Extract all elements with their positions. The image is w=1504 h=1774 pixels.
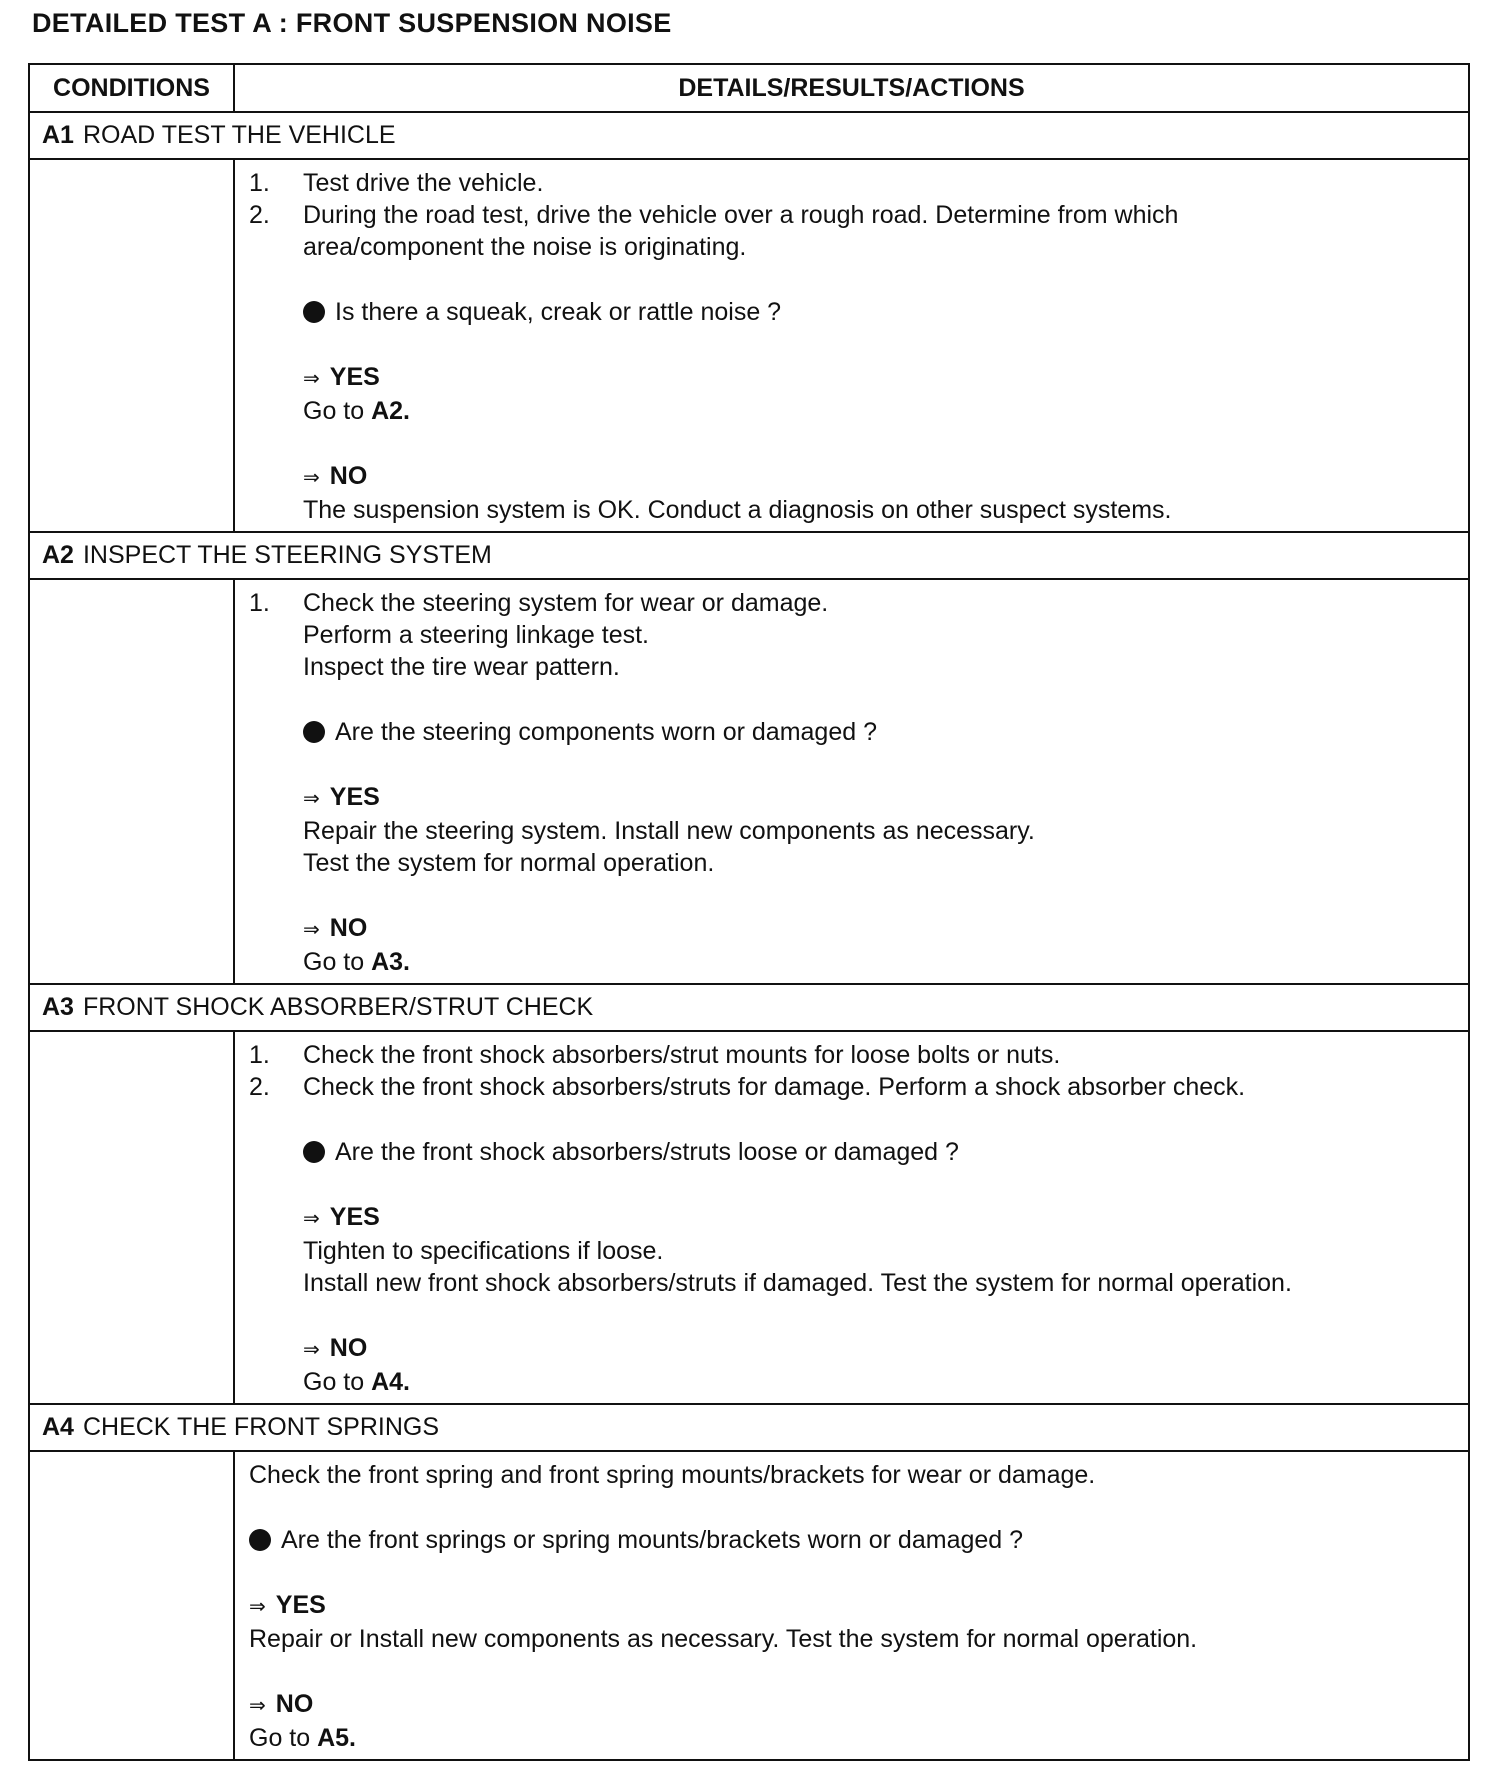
list-text: Test drive the vehicle. bbox=[303, 169, 544, 197]
step-body-a4 bbox=[30, 1452, 1468, 1759]
no-action bbox=[249, 1722, 1454, 1754]
no-label: NO bbox=[275, 1690, 314, 1718]
question-text: Are the front shock absorbers/struts loose or damaged ? bbox=[335, 1138, 959, 1166]
no-action-text: Go to bbox=[303, 1368, 372, 1396]
no-label: NO bbox=[329, 914, 368, 942]
bullet-icon bbox=[303, 721, 325, 743]
no-label: NO bbox=[329, 1334, 368, 1362]
arrow-icon: ⇒ bbox=[303, 1208, 320, 1230]
arrow-icon: ⇒ bbox=[303, 368, 320, 390]
goto-reference: A5. bbox=[317, 1724, 356, 1752]
yes-answer-label bbox=[249, 1201, 1454, 1235]
arrow-icon: ⇒ bbox=[249, 1596, 266, 1618]
step-heading-a3 bbox=[30, 985, 1468, 1032]
list-item bbox=[249, 587, 1454, 619]
step-body-a2 bbox=[30, 580, 1468, 985]
arrow-icon: ⇒ bbox=[249, 1695, 266, 1717]
list-item bbox=[249, 1039, 1454, 1071]
question-text: Are the front springs or spring mounts/brackets worn or damaged ? bbox=[281, 1526, 1024, 1554]
goto-reference: A4. bbox=[371, 1368, 410, 1396]
goto-reference: A2. bbox=[371, 397, 410, 425]
step-body-a1 bbox=[30, 160, 1468, 533]
arrow-icon: ⇒ bbox=[303, 1339, 320, 1361]
details-cell bbox=[235, 160, 1468, 531]
list-text: Check the front shock absorbers/struts for damage. Perform a shock absorber check. bbox=[303, 1073, 1246, 1101]
step-body-a3 bbox=[30, 1032, 1468, 1405]
step-title: FRONT SHOCK ABSORBER/STRUT CHECK bbox=[82, 993, 594, 1021]
list-text-continued: Inspect the tire wear pattern. bbox=[303, 653, 620, 681]
yes-action: Repair the steering system. Install new components as necessary. bbox=[303, 817, 1035, 845]
bullet-icon bbox=[303, 301, 325, 323]
details-cell bbox=[235, 1452, 1468, 1759]
no-action-text: Go to bbox=[303, 948, 372, 976]
yes-label: YES bbox=[329, 783, 380, 811]
list-number: 1. bbox=[249, 169, 270, 197]
question bbox=[249, 1136, 1454, 1168]
step-id: A3 bbox=[42, 993, 74, 1021]
question-text: Is there a squeak, creak or rattle noise ? bbox=[335, 298, 782, 326]
arrow-icon: ⇒ bbox=[303, 467, 320, 489]
conditions-cell bbox=[30, 160, 235, 531]
step-id: A4 bbox=[42, 1413, 74, 1441]
details-cell bbox=[235, 580, 1468, 983]
question-text: Are the steering components worn or damaged ? bbox=[335, 718, 877, 746]
question bbox=[249, 716, 1454, 748]
step-title: ROAD TEST THE VEHICLE bbox=[82, 121, 396, 149]
no-answer-label bbox=[249, 460, 1454, 494]
conditions-cell bbox=[30, 1032, 235, 1403]
arrow-icon: ⇒ bbox=[303, 919, 320, 941]
step-title: INSPECT THE STEERING SYSTEM bbox=[82, 541, 492, 569]
no-action bbox=[249, 946, 1454, 978]
no-action: The suspension system is OK. Conduct a diagnosis on other suspect systems. bbox=[303, 496, 1172, 524]
yes-label: YES bbox=[329, 1203, 380, 1231]
yes-answer-label bbox=[249, 1589, 1454, 1623]
details-cell bbox=[235, 1032, 1468, 1403]
step-id: A1 bbox=[42, 121, 74, 149]
list-item bbox=[249, 167, 1454, 199]
question bbox=[249, 1524, 1454, 1556]
list-text: Check the steering system for wear or damage. bbox=[303, 589, 829, 617]
goto-reference: A3. bbox=[371, 948, 410, 976]
table-header-row bbox=[30, 65, 1468, 113]
bullet-icon bbox=[249, 1529, 271, 1551]
list-number: 1. bbox=[249, 589, 270, 617]
list-item bbox=[249, 1071, 1454, 1103]
list-text: During the road test, drive the vehicle over a rough road. Determine from which bbox=[303, 201, 1179, 229]
yes-label: YES bbox=[275, 1591, 326, 1619]
yes-answer-label bbox=[249, 781, 1454, 815]
list-text-continued: Perform a steering linkage test. bbox=[303, 621, 649, 649]
no-answer-label bbox=[249, 912, 1454, 946]
yes-action: Install new front shock absorbers/struts if damaged. Test the system for normal operation. bbox=[303, 1269, 1292, 1297]
list-text-continued: area/component the noise is originating. bbox=[303, 233, 747, 261]
bullet-icon bbox=[303, 1141, 325, 1163]
step-title: CHECK THE FRONT SPRINGS bbox=[82, 1413, 440, 1441]
yes-action: Tighten to specifications if loose. bbox=[303, 1237, 664, 1265]
no-answer-label bbox=[249, 1332, 1454, 1366]
no-label: NO bbox=[329, 462, 368, 490]
list-text: Check the front shock absorbers/strut mounts for loose bolts or nuts. bbox=[303, 1041, 1061, 1069]
question bbox=[249, 296, 1454, 328]
yes-action: Test the system for normal operation. bbox=[303, 849, 715, 877]
list-number: 2. bbox=[249, 1073, 270, 1101]
step-heading-a4 bbox=[30, 1405, 1468, 1452]
list-item bbox=[249, 199, 1454, 231]
conditions-cell bbox=[30, 1452, 235, 1759]
step-heading-a2 bbox=[30, 533, 1468, 580]
no-action-text: Go to bbox=[249, 1724, 318, 1752]
yes-label: YES bbox=[329, 363, 380, 391]
arrow-icon: ⇒ bbox=[303, 788, 320, 810]
no-answer-label bbox=[249, 1688, 1454, 1722]
step-instruction: Check the front spring and front spring mounts/brackets for wear or damage. bbox=[249, 1461, 1096, 1489]
no-action bbox=[249, 1366, 1454, 1398]
yes-action-text: Go to bbox=[303, 397, 372, 425]
yes-answer-label bbox=[249, 361, 1454, 395]
column-header-details: DETAILS/RESULTS/ACTIONS bbox=[678, 73, 1025, 102]
document-title: DETAILED TEST A : FRONT SUSPENSION NOISE bbox=[32, 8, 672, 38]
step-heading-a1 bbox=[30, 113, 1468, 160]
list-number: 1. bbox=[249, 1041, 270, 1069]
diagnostic-table bbox=[28, 63, 1470, 1761]
yes-action bbox=[249, 395, 1454, 427]
list-number: 2. bbox=[249, 201, 270, 229]
column-header-conditions: CONDITIONS bbox=[30, 65, 235, 111]
step-id: A2 bbox=[42, 541, 74, 569]
yes-action: Repair or Install new components as necessary. Test the system for normal operation. bbox=[249, 1625, 1198, 1653]
conditions-cell bbox=[30, 580, 235, 983]
